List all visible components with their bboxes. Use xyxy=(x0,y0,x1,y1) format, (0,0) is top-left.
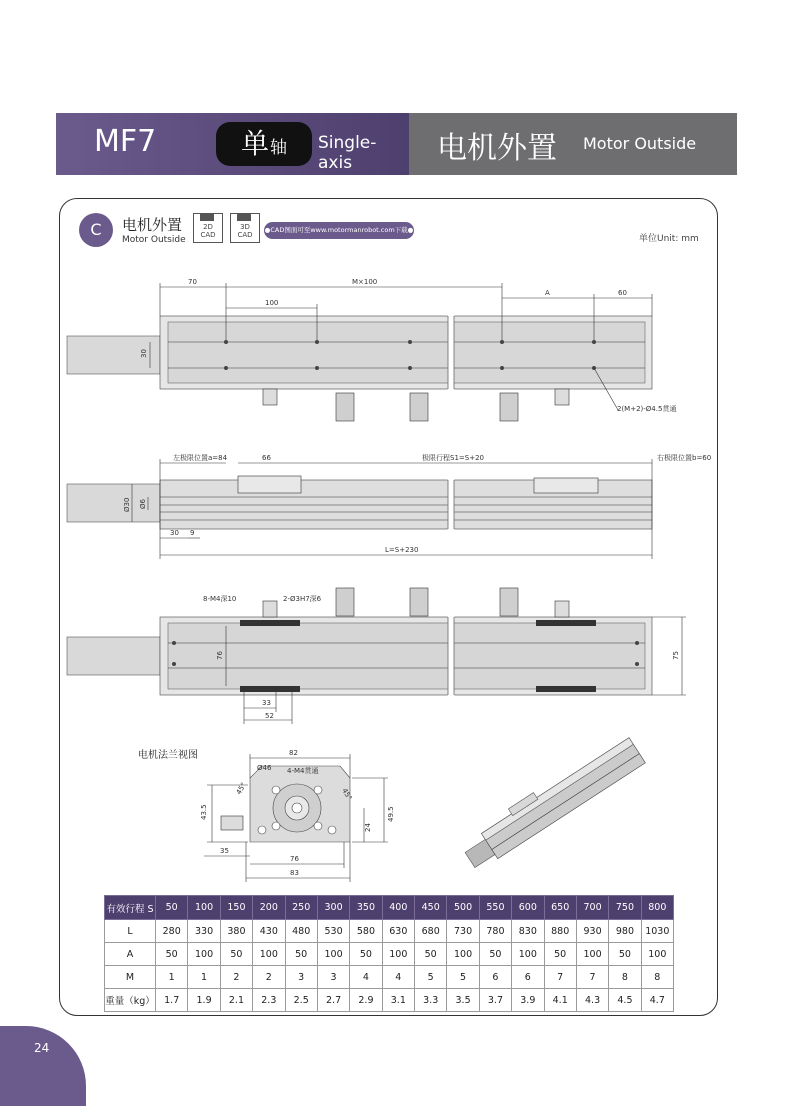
table-cell: 530 xyxy=(317,920,349,943)
table-cell: 2.7 xyxy=(317,989,349,1012)
dim-30b: 30 xyxy=(170,529,179,537)
dim-mx100: M×100 xyxy=(352,278,378,286)
table-row xyxy=(105,943,674,966)
stroke-header: 800 xyxy=(641,896,673,920)
tap-note: 8-M4深10 xyxy=(203,595,237,603)
table-row xyxy=(105,966,674,989)
table-cell: 680 xyxy=(415,920,447,943)
table-cell: 3.7 xyxy=(479,989,511,1012)
right-limit: 右极限位置b=60 xyxy=(657,454,712,462)
stroke-header: 150 xyxy=(220,896,252,920)
dim-43-5: 43.5 xyxy=(200,804,208,820)
holes-note: 2(M+2)-Ø4.5贯通 xyxy=(617,405,677,413)
dim-35: 35 xyxy=(220,847,229,855)
table-cell: 830 xyxy=(512,920,544,943)
stroke-header: 400 xyxy=(382,896,414,920)
table-cell: 50 xyxy=(220,943,252,966)
table-cell: 100 xyxy=(253,943,285,966)
table-cell: 2 xyxy=(220,966,252,989)
table-cell: 480 xyxy=(285,920,317,943)
table-cell: 1030 xyxy=(641,920,673,943)
stroke-header: 650 xyxy=(544,896,576,920)
table-cell: 2.9 xyxy=(350,989,382,1012)
stroke-header: 50 xyxy=(156,896,188,920)
type-en: Motor Outside xyxy=(583,134,697,153)
table-cell: 4.7 xyxy=(641,989,673,1012)
stroke-header: 550 xyxy=(479,896,511,920)
row-label: M xyxy=(105,966,156,989)
table-cell: 980 xyxy=(609,920,641,943)
section-badge: C xyxy=(79,213,113,247)
table-cell: 4 xyxy=(350,966,382,989)
table-cell: 50 xyxy=(479,943,511,966)
dim-75: 75 xyxy=(672,651,680,660)
table-cell: 4 xyxy=(382,966,414,989)
table-cell: 3 xyxy=(317,966,349,989)
table-cell: 5 xyxy=(447,966,479,989)
cad-download-note[interactable]: ●CAD图面可至www.motormanrobot.com下载● xyxy=(264,222,414,239)
dim-a: A xyxy=(545,289,550,297)
left-limit: 左极限位置a=84 xyxy=(173,454,228,462)
table-cell: 100 xyxy=(447,943,479,966)
stroke-header: 250 xyxy=(285,896,317,920)
stroke-header: 300 xyxy=(317,896,349,920)
table-cell: 2.5 xyxy=(285,989,317,1012)
dim-dia30: Ø30 xyxy=(123,497,131,512)
dim-9: 9 xyxy=(190,529,195,537)
table-cell: 4.1 xyxy=(544,989,576,1012)
table-cell: 1.9 xyxy=(188,989,220,1012)
table-row xyxy=(105,989,674,1012)
table-cell: 100 xyxy=(576,943,608,966)
table-cell: 1.7 xyxy=(156,989,188,1012)
dim-52: 52 xyxy=(265,712,274,720)
table-cell: 880 xyxy=(544,920,576,943)
row-label: L xyxy=(105,920,156,943)
table-cell: 100 xyxy=(641,943,673,966)
stroke-header: 350 xyxy=(350,896,382,920)
table-cell: 50 xyxy=(415,943,447,966)
table-cell: 50 xyxy=(156,943,188,966)
table-cell: 780 xyxy=(479,920,511,943)
table-cell: 3 xyxy=(285,966,317,989)
table-cell: 430 xyxy=(253,920,285,943)
dim-dia46: Ø46 xyxy=(257,764,272,772)
table-cell: 3.3 xyxy=(415,989,447,1012)
cad-2d-bottom: CAD xyxy=(200,231,216,239)
table-cell: 280 xyxy=(156,920,188,943)
stroke-header: 600 xyxy=(512,896,544,920)
axis-cn-big: 单 xyxy=(240,127,269,160)
table-cell: 6 xyxy=(479,966,511,989)
row-label: 重量（kg） xyxy=(105,989,156,1012)
table-cell: 7 xyxy=(576,966,608,989)
stroke-header: 750 xyxy=(609,896,641,920)
stroke-header: 450 xyxy=(415,896,447,920)
table-cell: 2.3 xyxy=(253,989,285,1012)
stroke-header: 200 xyxy=(253,896,285,920)
dim-76-flange: 76 xyxy=(290,855,299,863)
dim-33: 33 xyxy=(262,699,271,707)
table-cell: 6 xyxy=(512,966,544,989)
flange-view-label: 电机法兰视图 xyxy=(138,750,198,761)
pin-note: 2-Ø3H7深6 xyxy=(283,595,322,603)
table-cell: 100 xyxy=(317,943,349,966)
dim-60: 60 xyxy=(618,289,627,297)
model-name: MF7 xyxy=(94,124,157,159)
stroke-note: 极限行程S1=S+20 xyxy=(422,454,484,462)
table-cell: 50 xyxy=(609,943,641,966)
spec-table xyxy=(104,895,674,1012)
table-cell: 5 xyxy=(415,966,447,989)
table-cell: 4.5 xyxy=(609,989,641,1012)
table-cell: 1 xyxy=(188,966,220,989)
dim-24: 24 xyxy=(364,823,372,832)
table-cell: 1 xyxy=(156,966,188,989)
table-cell: 100 xyxy=(512,943,544,966)
stroke-header: 700 xyxy=(576,896,608,920)
section-title-cn: 电机外置 xyxy=(122,216,183,234)
table-cell: 330 xyxy=(188,920,220,943)
table-cell: 2.1 xyxy=(220,989,252,1012)
row-label: A xyxy=(105,943,156,966)
dim-70: 70 xyxy=(188,278,197,286)
header-label: 有效行程 S xyxy=(105,896,156,920)
dim-49-5: 49.5 xyxy=(387,806,395,822)
dim-100: 100 xyxy=(265,299,279,307)
dim-83: 83 xyxy=(290,869,299,877)
table-cell: 8 xyxy=(641,966,673,989)
table-cell: 100 xyxy=(382,943,414,966)
axis-cn-small: 轴 xyxy=(270,138,287,158)
dim-76: 76 xyxy=(216,651,224,660)
dim-82: 82 xyxy=(289,749,298,757)
angle-45-right: 45° xyxy=(340,787,354,802)
table-cell: 930 xyxy=(576,920,608,943)
table-cell: 580 xyxy=(350,920,382,943)
cad-3d-bottom: CAD xyxy=(237,231,253,239)
cad-2d-top: 2D xyxy=(203,223,213,231)
dim-30: 30 xyxy=(140,349,148,358)
table-cell: 8 xyxy=(609,966,641,989)
thru-note: 4-M4贯通 xyxy=(287,767,319,775)
table-header-row xyxy=(105,896,674,920)
table-cell: 3.9 xyxy=(512,989,544,1012)
table-cell: 7 xyxy=(544,966,576,989)
table-cell: 730 xyxy=(447,920,479,943)
length-note: L=S+230 xyxy=(385,546,419,554)
table-cell: 4.3 xyxy=(576,989,608,1012)
table-cell: 100 xyxy=(188,943,220,966)
dim-66: 66 xyxy=(262,454,271,462)
table-row xyxy=(105,920,674,943)
dim-dia6: Ø6 xyxy=(139,499,147,509)
axis-en: Single-axis xyxy=(318,133,377,173)
table-cell: 50 xyxy=(285,943,317,966)
stroke-header: 500 xyxy=(447,896,479,920)
cad-3d-top: 3D xyxy=(240,223,250,231)
stroke-header: 100 xyxy=(188,896,220,920)
table-cell: 2 xyxy=(253,966,285,989)
table-cell: 3.1 xyxy=(382,989,414,1012)
table-cell: 50 xyxy=(350,943,382,966)
table-cell: 630 xyxy=(382,920,414,943)
page-number: 24 xyxy=(34,1041,50,1055)
table-cell: 50 xyxy=(544,943,576,966)
table-cell: 380 xyxy=(220,920,252,943)
type-cn: 电机外置 xyxy=(437,131,557,166)
section-title-en: Motor Outside xyxy=(122,235,186,245)
table-cell: 3.5 xyxy=(447,989,479,1012)
angle-45-left: 45° xyxy=(234,781,248,796)
unit-label: 单位Unit: mm xyxy=(639,234,699,244)
